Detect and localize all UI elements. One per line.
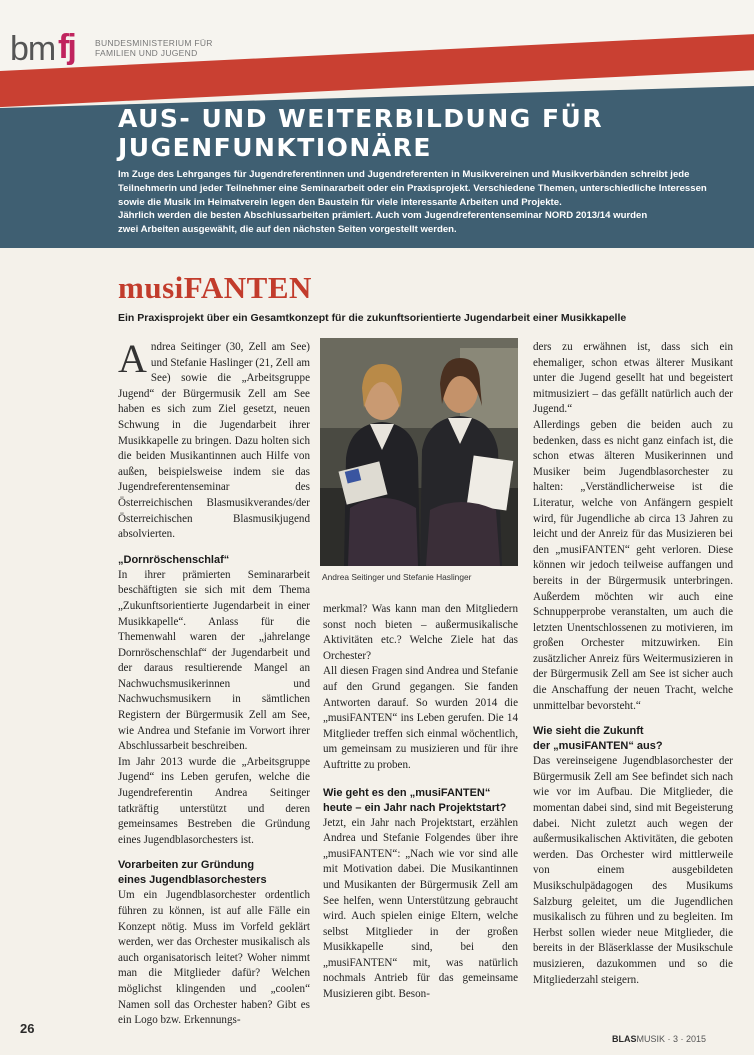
subheading [118, 858, 310, 888]
paragraph: All diesen Fragen sind Andrea und Stefanie auf den Grund gegangen. Sie fanden Antworten darauf. So wurden 2014 die „musiFANTEN“ ins Leben gerufen. Die 14 Mitglieder treffen sich einmal wöchentlich, um gemeinsam zu musizieren und für ihre Auftritte zu proben. [323, 665, 518, 771]
photo-illustration [320, 338, 518, 566]
intro-line4: Jährlich werden die besten Abschlussarbeiten prämiert. Auch vom Jugendreferentenseminar NORD 2013/14 wurden [118, 210, 648, 222]
subheading-line: Wie geht es den „musiFANTEN“ [323, 786, 491, 799]
subheading [533, 724, 733, 754]
dropcap: A [118, 336, 147, 381]
magazine-name-bold: BLAS [612, 1034, 637, 1044]
logo-bm: bm [10, 30, 56, 68]
article-title: musiFANTEN [118, 270, 312, 305]
column-2 [323, 602, 518, 1003]
paragraph: Im Jahr 2013 wurde die „Arbeitsgruppe Jugend“ ins Leben gerufen, welche die Jugendreferentin Andrea Seitinger tatkräftig unterstützt und deren gemeinsames Bestreben die Gründung eines Jugendblasorchesters ist. [118, 755, 310, 846]
title-line2: JUGENFUNKTIONÄRE [118, 133, 433, 162]
magazine-name-rest: MUSIK · 3 · 2015 [636, 1034, 707, 1044]
column-1 [118, 336, 310, 1029]
subheading-line: Vorarbeiten zur Gründung [118, 859, 255, 872]
subheading-line: der „musiFANTEN“ aus? [533, 740, 663, 753]
column-3 [533, 340, 733, 988]
article-subtitle: Ein Praxisprojekt über ein Gesamtkonzept für die zukunftsorientierte Jugendarbeit einer Musikkapelle [118, 312, 627, 324]
page-number: 26 [20, 1021, 35, 1036]
subheading-line: eines Jugendblasorchesters [118, 874, 267, 887]
paragraph: Jetzt, ein Jahr nach Projektstart, erzählen Andrea und Stefanie Folgendes über ihre „musiFANTEN“: „Nach wie vor sind alle mit Motivation dabei. Die Musikantinnen und Musikanten der Bürgermusik Zell am See helfen, wenn Unterstützung gebraucht wird. Auch spielen einige Eltern, welche selbst Mitglieder in der großen Musikkapelle sind, bei den „musiFANTEN“ mit, was natürlich nochmals Antrieb für das gemeinsame Musizieren gibt. Beson- [323, 816, 518, 1001]
ministry-line2: FAMILIEN UND JUGEND [95, 48, 198, 58]
magazine-issue [612, 1034, 706, 1044]
page-title [118, 104, 603, 162]
title-line1: AUS- UND WEITERBILDUNG FÜR [118, 104, 604, 133]
ministry-name [95, 38, 213, 58]
subheading: „Dornröschenschlaf“ [118, 553, 230, 566]
paragraph: merkmal? Was kann man den Mitgliedern sonst noch bieten – außermusikalische Aktivitäten etc.? Welche Ziele hat das Orchester? [323, 603, 518, 662]
article-photo [320, 338, 518, 566]
intro-line2: Teilnehmerin und jeder Teilnehmer eine Seminararbeit oder ein Praxisprojekt. Verschiedene Themen, unterschiedliche Interessen [118, 182, 707, 194]
intro-text [118, 168, 748, 237]
intro-line3: sowie die Musik im Heimatverein legen den Baustein für viele interessante Arbeiten und Projekte. [118, 196, 562, 208]
photo-caption: Andrea Seitinger und Stefanie Haslinger [322, 572, 472, 582]
paragraph: ders zu erwähnen ist, dass sich ein ehemaliger, schon etwas älterer Musikant unter die Jugend gesellt hat und begeistert mitmusiziert – das gefällt natürlich auch der Jugend.“ [533, 341, 733, 416]
paragraph [118, 336, 310, 543]
paragraph-text: ndrea Seitinger (30, Zell am See) und Stefanie Haslinger (21, Zell am See) sowie die „Arbeitsgruppe Jugend“ der Bürgermusik Zell am See haben es sich zum Ziel gesetzt, neuen Schwung in die Jugendarbeit ihrer Musikkapelle zu bringen. Dazu holten sich die beiden Musikantinnen auch Hilfe von außen, beispielsweise indem sie das Jugendreferentenseminar des Österreichischen Blasmusikverandes/der Österreichischen Blasmusikjugend absolvierten. [118, 341, 310, 541]
subheading-line: Wie sieht die Zukunft [533, 725, 644, 738]
subheading [323, 786, 518, 816]
subheading-line: heute – ein Jahr nach Projektstart? [323, 801, 507, 814]
paragraph: Allerdings geben die beiden auch zu bedenken, dass es nicht ganz einfach ist, die schon etwas älteren Musikerinnen und Musiker beim Jugendblasorchester zu halten: „Verständlicherweise ist die Literatur, welche von Anfängern gespielt wird, für Jugendliche ab circa 13 Jahren zu leicht und der Anreiz für das Musizieren bei den „musiFANTEN“ geht verloren. Diese können wir jedoch teilweise auffangen und bereits in der Bürgermusik unterbringen. Außerdem möchten wir auch eine Schnupperprobe veranstalten, um auch die letzten Unentschlossenen zu motivieren, im großen Orchester mitzuwirken. Ein zusätzlicher Anreiz fürs Weitermusizieren in der Bürgermusik Zell am See ist sicher auch die Anschaffung der neuen Tracht, welche unmittelbar bevorsteht.“ [533, 418, 733, 712]
paragraph: Um ein Jugendblasorchester ordentlich führen zu können, ist auf alle Fälle ein Konzept nötig. Muss im Vorfeld geklärt werden, wer das Orchester musikalisch als auch organisatorisch leitet? Woher nimmt man die Mitglieder dafür? Welchen möglichst klingenden und „coolen“ Namen soll das Orchester haben? Gibt es ein Logo bzw. Erkennungs- [118, 889, 310, 1027]
intro-line1: Im Zuge des Lehrganges für Jugendreferentinnen und Jugendreferenten in Musikvereinen und Musikverbänden schreibt jede [118, 169, 690, 180]
paragraph: In ihrer prämierten Seminararbeit beschäftigten sie sich mit dem Thema „Zukunftsorientierte Jugendarbeit in einer Musikkapelle“. Anlass für die Themenwahl waren der „jahrelange Dornröschenschlaf“ der Jugendarbeit und der daraus resultierende Mangel an Nachwuchsmusikerinnen und Nachwuchsmusikern in sämtlichen Registern der Bürgermusik Zell am See, wie Andrea und Stefanie im Vorwort ihrer Abschlussarbeit beschreiben. [118, 568, 310, 753]
intro-line5: zwei Arbeiten ausgewählt, die auf den nächsten Seiten vorgestellt werden. [118, 224, 457, 236]
ministry-line1: BUNDESMINISTERIUM FÜR [95, 38, 213, 48]
logo-fj: fj [58, 28, 75, 66]
paragraph: Das vereinseigene Jugendblasorchester der Bürgermusik Zell am See befindet sich nach wie vor im Aufbau. Die Mitglieder, die momentan dabei sind, sind mit Begeisterung dabei. Nicht zuletzt auch wegen der außermusikalischen Aktivitäten, die geboten werden. Das Orchester wird mittlerweile von einem ausgebildeten Musikschulpädagogen des Musikums Salzburg geleitet, um die Jugendlichen musikalisch zu führen und zu begleiten. Im Herbst sollen wieder neue Mitglieder, die bereits in der Bläserklasse der Musikschule musizieren, dazukommen und so die Mitgliederzahl steigern. [533, 755, 733, 986]
